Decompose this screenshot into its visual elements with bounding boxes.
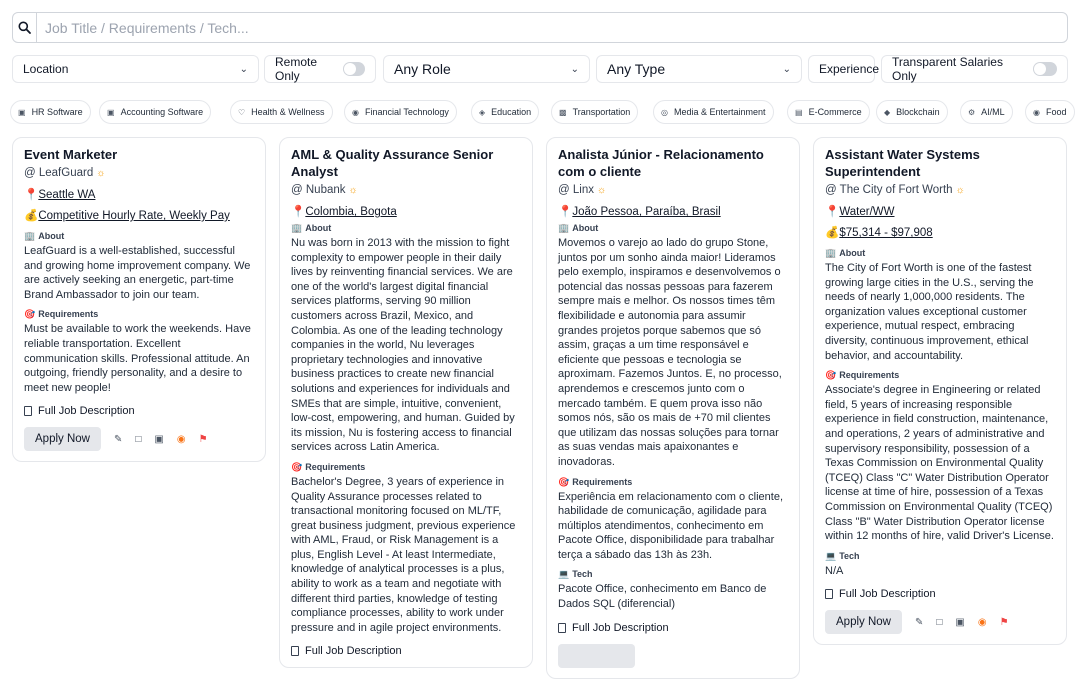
- category-label: AI/ML: [981, 107, 1005, 117]
- at-icon: @: [24, 167, 39, 179]
- blockchain-icon: ◆: [884, 107, 891, 117]
- about-text: Nu was born in 2013 with the mission to fight complexity to empower people in their daily lives by reinventing financial services. We are one of the world's largest digital financial services platforms, serving 90 million customers across Brazil, Mexico, and Colombia. As one of the leading technology companies in the world, Nu leverages proprietary technologies and innovative business practices to create new financial solutions and experiences for individuals and SMEs that are simple, intuitive, convenient, low-cost, empowering, and human. Guided by its mission, Nu is fostering access to financial services across Latin America.: [291, 237, 515, 454]
- tech-text: N/A: [825, 564, 844, 577]
- location-select-label: Location: [23, 62, 69, 76]
- category-chip-e-commerce[interactable]: [787, 100, 870, 124]
- category-label: Food: [1045, 107, 1067, 117]
- bookmark-icon[interactable]: □: [936, 616, 943, 628]
- requirements-heading: [558, 476, 788, 488]
- about-heading: [291, 222, 521, 234]
- company-name: Linx: [572, 184, 594, 196]
- company-name-row: [24, 166, 254, 181]
- location-row: [24, 188, 254, 202]
- about-text: The City of Fort Worth is one of the fastest growing large cities in the U.S., serving the needs of nearly 1,000,000 residents. The organization values exceptional customer experience, mutual respect, embracing diversity, continuous improvement, ethical behavior, and accountability.: [825, 262, 1034, 362]
- apply-now-button[interactable]: [558, 644, 635, 668]
- experience-filter-label: Experience: [819, 62, 880, 76]
- requirements-text: Experiência em relacionamento com o cliente, habilidade de comunicação, agilidade para múltiplos atendimentos, conhecimento em Pacote Office, disponibilidade para trabalhar terça a sábado das 13h às 23h.: [558, 490, 784, 561]
- target-icon: 🎯: [24, 309, 36, 320]
- category-label: Media & Entertainment: [673, 107, 766, 117]
- document-icon: [24, 406, 32, 416]
- requirements-heading-label: Requirements: [572, 476, 633, 487]
- eye-off-icon[interactable]: ◉: [176, 433, 186, 445]
- category-chip-accounting-software[interactable]: [99, 100, 211, 124]
- category-chip-financial-technology[interactable]: [344, 100, 457, 124]
- money-bag-icon: 💰: [24, 210, 39, 222]
- company-name-row: [291, 183, 521, 198]
- flag-icon[interactable]: ⚑: [198, 433, 208, 445]
- requirements-heading: [825, 369, 1055, 381]
- building-icon: 🏢: [825, 248, 837, 258]
- sun-icon: ☼: [955, 185, 965, 196]
- full-job-description-link[interactable]: [825, 588, 1055, 600]
- location-row: [558, 205, 788, 219]
- laptop-icon: 💻: [825, 550, 837, 561]
- job-title: Assistant Water Systems Superintendent: [825, 147, 980, 179]
- full-job-description-link[interactable]: [24, 405, 254, 417]
- pay-link[interactable]: Competitive Hourly Rate, Weekly Pay: [38, 210, 230, 222]
- search-bar: [12, 12, 1068, 43]
- category-bar: [10, 100, 1080, 126]
- cart-icon: ▤: [795, 107, 803, 117]
- tech-heading-label: Tech: [839, 550, 860, 561]
- thumbs-down-icon[interactable]: ✎: [914, 616, 924, 628]
- pin-icon: 📍: [291, 206, 306, 218]
- location-row: [291, 205, 521, 219]
- job-title: Event Marketer: [24, 147, 118, 162]
- type-select-label: Any Type: [607, 61, 666, 77]
- full-job-description-label: Full Job Description: [572, 621, 669, 634]
- document-icon: [558, 623, 566, 633]
- category-label: HR Software: [31, 107, 83, 117]
- location-link[interactable]: Seattle WA: [38, 189, 96, 201]
- card-actions: [558, 644, 788, 668]
- card-actions: [24, 427, 254, 451]
- at-icon: @: [291, 184, 306, 196]
- filter-row: [12, 55, 1068, 83]
- requirements-heading: [291, 461, 521, 473]
- monitor-icon: ▣: [107, 107, 115, 117]
- search-icon: [18, 21, 31, 34]
- cpu-icon: ⚙: [968, 107, 976, 117]
- pay-row: [24, 209, 254, 223]
- category-chip-education[interactable]: [471, 100, 539, 124]
- about-heading-label: About: [572, 223, 599, 233]
- requirements-heading: [24, 308, 254, 320]
- truck-icon: ▩: [559, 107, 567, 117]
- graduation-icon: ◈: [479, 107, 486, 117]
- thumbs-down-icon[interactable]: ✎: [113, 433, 123, 445]
- about-text: Movemos o varejo ao lado do grupo Stone, juntos por um sonho ainda maior! Lideramos pelo exemplo, inspiramos e desenvolvemos o potencial das nossas pessoas para fazerem sempre mais e melhor. Os nossos times têm flexibilidade e autonomia para assumir grandes projetos porque sabemos que só assim, graças a um time responsável e eficiente que pessoas e tecnologia se aproximam. Fazemos Juntos. E, no processo, aprendemos e crescemos junto com o mercado também. E quem prova isso não somos nós, são os mais de +70 mil clientes que utilizam das nossas soluções para tornar as suas vendas mais apaixonantes e inovadoras.: [558, 237, 782, 468]
- category-chip-transportation[interactable]: [551, 100, 638, 124]
- at-icon: @: [558, 184, 573, 196]
- about-heading: [825, 247, 1055, 259]
- toggle-switch-icon: [343, 62, 365, 76]
- transparent-salaries-toggle[interactable]: [881, 55, 1068, 83]
- company-name: LeafGuard: [38, 167, 94, 179]
- document-icon: [825, 589, 833, 599]
- full-job-description-link[interactable]: [558, 622, 788, 634]
- tech-heading-label: Tech: [572, 569, 593, 580]
- eye-off-icon[interactable]: ◉: [977, 616, 987, 628]
- target-icon: 🎯: [291, 461, 303, 472]
- document-icon: [291, 646, 299, 656]
- requirements-text: Associate's degree in Engineering or related field, 5 years of increasing responsible experience in field construction, maintenance, and operations, 2 years of administrative and supervisory responsibility, possession of a Texas Commission on Environmental Quality (TCEQ) Class "C" Water Distribution Operator license at time of hire, possession of a Texas Commission on Environmental Quality (TCEQ) Class "B" Water Distribution Operator license within 12 months of hire, valid Driver's License.: [825, 384, 1054, 543]
- sun-icon: ☼: [96, 168, 106, 179]
- category-label: Financial Technology: [364, 107, 449, 117]
- category-label: Accounting Software: [120, 107, 204, 117]
- job-title: AML & Quality Assurance Senior Analyst: [291, 147, 494, 179]
- transparent-salaries-label: Transparent Salaries Only: [892, 55, 1003, 83]
- job-card: [12, 137, 266, 462]
- remote-only-toggle[interactable]: [264, 55, 376, 83]
- apply-now-button[interactable]: Apply Now: [825, 610, 902, 634]
- target-icon: 🎯: [825, 370, 837, 381]
- role-select[interactable]: [383, 55, 590, 83]
- job-card: [546, 137, 800, 679]
- location-link[interactable]: João Pessoa, Paraíba, Brasil: [572, 206, 721, 218]
- about-heading-label: About: [839, 248, 866, 258]
- pay-link[interactable]: $75,314 - $97,908: [839, 227, 933, 239]
- category-label: Health & Wellness: [251, 107, 325, 117]
- pin-icon: 📍: [558, 206, 573, 218]
- apply-now-button[interactable]: Apply Now: [24, 427, 101, 451]
- requirements-heading-label: Requirements: [38, 309, 99, 320]
- requirements-heading-label: Requirements: [305, 461, 366, 472]
- category-chip-hr-software[interactable]: [10, 100, 91, 124]
- tech-text: Pacote Office, conhecimento em Banco de Dados SQL (diferencial): [558, 583, 767, 611]
- tech-heading: [825, 550, 1055, 562]
- sun-icon: ☼: [596, 185, 607, 196]
- coin-icon: ◉: [352, 107, 359, 117]
- location-select[interactable]: [12, 55, 259, 83]
- job-card: [279, 137, 533, 668]
- about-text: LeafGuard is a well-established, successful and growing home improvement company. We are actively seeking an energetic, part-time Brand Ambassador to join our team.: [24, 245, 251, 301]
- category-label: E-Commerce: [808, 107, 862, 117]
- category-chip-ai-ml[interactable]: [960, 100, 1013, 124]
- category-label: Transportation: [572, 107, 631, 117]
- category-label: Education: [491, 107, 532, 117]
- search-button[interactable]: [13, 13, 37, 42]
- category-chip-food[interactable]: [1025, 100, 1075, 124]
- building-icon: 🏢: [24, 231, 36, 241]
- laptop-icon: 💻: [558, 569, 570, 580]
- requirements-text: Must be available to work the weekends. Have reliable transportation. Excellent communication skills. Professional attitude. An outgoing, friendly personality, and a desire to meet new people!: [24, 323, 251, 394]
- remote-only-label: Remote Only: [275, 55, 318, 83]
- company-name-row: [558, 183, 788, 198]
- target-icon: 🎯: [558, 476, 570, 487]
- category-chip-health-wellness[interactable]: [230, 100, 333, 124]
- full-job-description-link[interactable]: [291, 645, 521, 657]
- card-actions: [825, 610, 1055, 634]
- company-name: The City of Fort Worth: [839, 184, 953, 196]
- company-name: Nubank: [305, 184, 346, 196]
- money-bag-icon: 💰: [825, 227, 840, 239]
- pin-icon: 📍: [825, 206, 840, 218]
- full-job-description-label: Full Job Description: [38, 405, 135, 418]
- flag-icon[interactable]: ⚑: [999, 616, 1009, 628]
- location-row: [825, 205, 1055, 219]
- experience-filter[interactable]: [808, 55, 880, 83]
- type-select[interactable]: [596, 55, 802, 83]
- sun-icon: ☼: [348, 185, 358, 196]
- company-name-row: [825, 183, 1055, 198]
- location-link[interactable]: Water/WW: [839, 206, 895, 218]
- about-heading-label: About: [305, 223, 332, 233]
- bookmark-icon[interactable]: □: [135, 433, 142, 445]
- category-chip-blockchain[interactable]: [876, 100, 948, 124]
- about-heading: [558, 222, 788, 234]
- chevron-down-icon: ⌄: [239, 63, 248, 75]
- full-job-description-label: Full Job Description: [305, 645, 402, 658]
- category-chip-media-entertainment[interactable]: [653, 100, 774, 124]
- bookmark-plus-icon[interactable]: ▣: [154, 433, 164, 445]
- full-job-description-label: Full Job Description: [839, 588, 936, 601]
- search-input[interactable]: [37, 13, 1067, 42]
- pay-row: [825, 226, 1055, 240]
- about-heading: [24, 230, 254, 242]
- requirements-heading-label: Requirements: [839, 370, 900, 381]
- chevron-down-icon: ⌄: [782, 63, 791, 75]
- food-icon: ◉: [1033, 107, 1040, 117]
- bookmark-plus-icon[interactable]: ▣: [955, 616, 965, 628]
- heart-icon: ♡: [238, 107, 246, 117]
- location-link[interactable]: Colombia, Bogota: [305, 206, 397, 218]
- building-icon: 🏢: [291, 223, 303, 233]
- building-icon: 🏢: [558, 223, 570, 233]
- job-title: Analista Júnior - Relacionamento com o cliente: [558, 147, 764, 179]
- about-heading-label: About: [38, 231, 65, 241]
- microphone-icon: ◎: [661, 107, 668, 117]
- monitor-icon: ▣: [18, 107, 26, 117]
- at-icon: @: [825, 184, 840, 196]
- job-card: [813, 137, 1067, 645]
- tech-heading: [558, 568, 788, 580]
- toggle-switch-icon: [1033, 62, 1057, 76]
- requirements-text: Bachelor's Degree, 3 years of experience in Quality Assurance processes related to transactional monitoring focused on ML/TF, great business judgment, previous experience with AML, Fraud, or Risk Management is a plus, English Level - At least Intermediate, knowledge of analytical processes is a plus, ability to work as a team and negotiate with different third parties, knowledge of testing compliance processes, ability to work under pressure and in agile project environments.: [291, 475, 516, 634]
- pin-icon: 📍: [24, 189, 39, 201]
- role-select-label: Any Role: [394, 61, 451, 77]
- category-label: Blockchain: [896, 107, 940, 117]
- chevron-down-icon: ⌄: [570, 63, 579, 75]
